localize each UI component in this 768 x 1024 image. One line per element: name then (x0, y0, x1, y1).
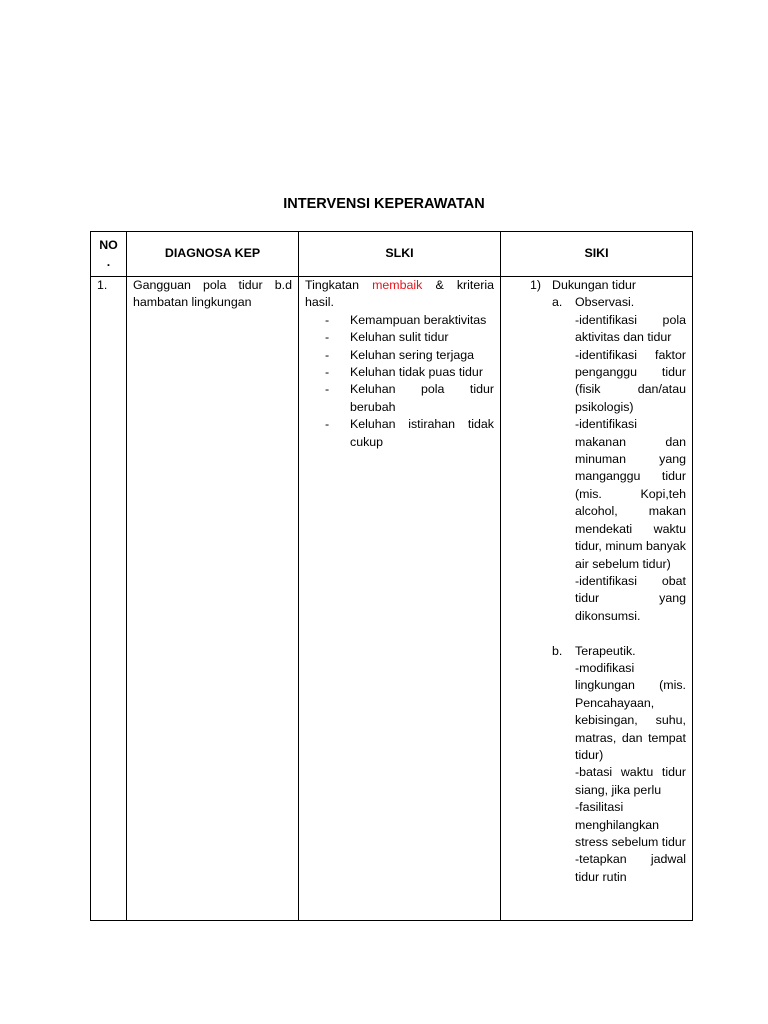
slki-criteria-item (305, 364, 494, 381)
dash-bullet: - (325, 365, 330, 380)
siki-sections (507, 294, 686, 886)
slki-criteria-item (305, 312, 494, 329)
siki-section-label: Observasi. (575, 295, 635, 310)
siki-section (507, 294, 686, 625)
dash-bullet: - (325, 347, 330, 362)
siki-main-number: 1) (530, 278, 542, 292)
table-header-row (91, 232, 693, 277)
siki-action-item: -fasilitasi menghilangkan stress sebelum tidur (575, 800, 686, 849)
section-spacer (507, 625, 686, 642)
header-siki: SIKI (501, 232, 693, 277)
intervention-table (90, 231, 693, 921)
siki-action-item: -identifikasi makanan dan minuman yang manganggu tidur (mis. Kopi,teh alcohol, makan mendekati waktu tidur, minum banyak air sebelum tidur) (575, 417, 686, 571)
header-diagnosa: DIAGNOSA KEP (127, 232, 299, 277)
page-title: INTERVENSI KEPERAWATAN (283, 196, 485, 212)
siki-section-letter: b. (552, 643, 563, 658)
siki-action-item: -modifikasi lingkungan (mis. Pencahayaan, kebisingan, suhu, matras, dan tempat tidur) (575, 660, 686, 762)
dash-bullet: - (325, 417, 330, 432)
slki-intro (305, 277, 494, 312)
siki-main-heading: Dukungan tidur (552, 278, 637, 292)
slki-criteria-item (305, 347, 494, 364)
siki-action-item: -identifikasi pola aktivitas dan tidur (575, 312, 686, 345)
slki-criteria-item (305, 329, 494, 346)
slki-intro-after: & kriteria hasil. (305, 278, 494, 310)
header-no: NO . (91, 232, 127, 277)
table-row (91, 277, 693, 921)
siki-main-item (507, 277, 686, 294)
slki-criteria-text: Keluhan istirahan tidak cukup (350, 417, 494, 449)
siki-action-item: -tetapkan jadwal tidur rutin (575, 852, 686, 884)
slki-criteria-list (305, 312, 494, 451)
cell-slki (299, 277, 501, 921)
siki-section-label: Terapeutik. (575, 643, 636, 658)
dash-bullet: - (325, 382, 330, 397)
slki-criteria-text: Keluhan pola tidur berubah (350, 382, 494, 414)
siki-action-item: -identifikasi obat tidur yang dikonsumsi. (575, 573, 686, 623)
cell-siki (501, 277, 693, 921)
slki-criteria-text: Keluhan tidak puas tidur (350, 365, 483, 380)
siki-action-item: -identifikasi faktor penganggu tidur (fisik dan/atau psikologis) (575, 347, 686, 414)
header-slki: SLKI (299, 232, 501, 277)
dash-bullet: - (325, 312, 330, 327)
slki-criteria-item (305, 416, 494, 451)
cell-diagnosa: Gangguan pola tidur b.d hambatan lingkungan (127, 277, 299, 921)
siki-action-item: -batasi waktu tidur siang, jika perlu (575, 765, 686, 797)
dash-bullet: - (325, 330, 330, 345)
slki-intro-highlight: membaik (372, 278, 423, 292)
slki-intro-before: Tingkatan (305, 278, 359, 292)
siki-section-letter: a. (552, 295, 563, 310)
slki-criteria-item (305, 381, 494, 416)
slki-criteria-text: Keluhan sulit tidur (350, 330, 449, 345)
slki-criteria-text: Keluhan sering terjaga (350, 347, 474, 362)
siki-section (507, 643, 686, 887)
cell-no: 1. (91, 277, 127, 921)
slki-criteria-text: Kemampuan beraktivitas (350, 312, 487, 327)
